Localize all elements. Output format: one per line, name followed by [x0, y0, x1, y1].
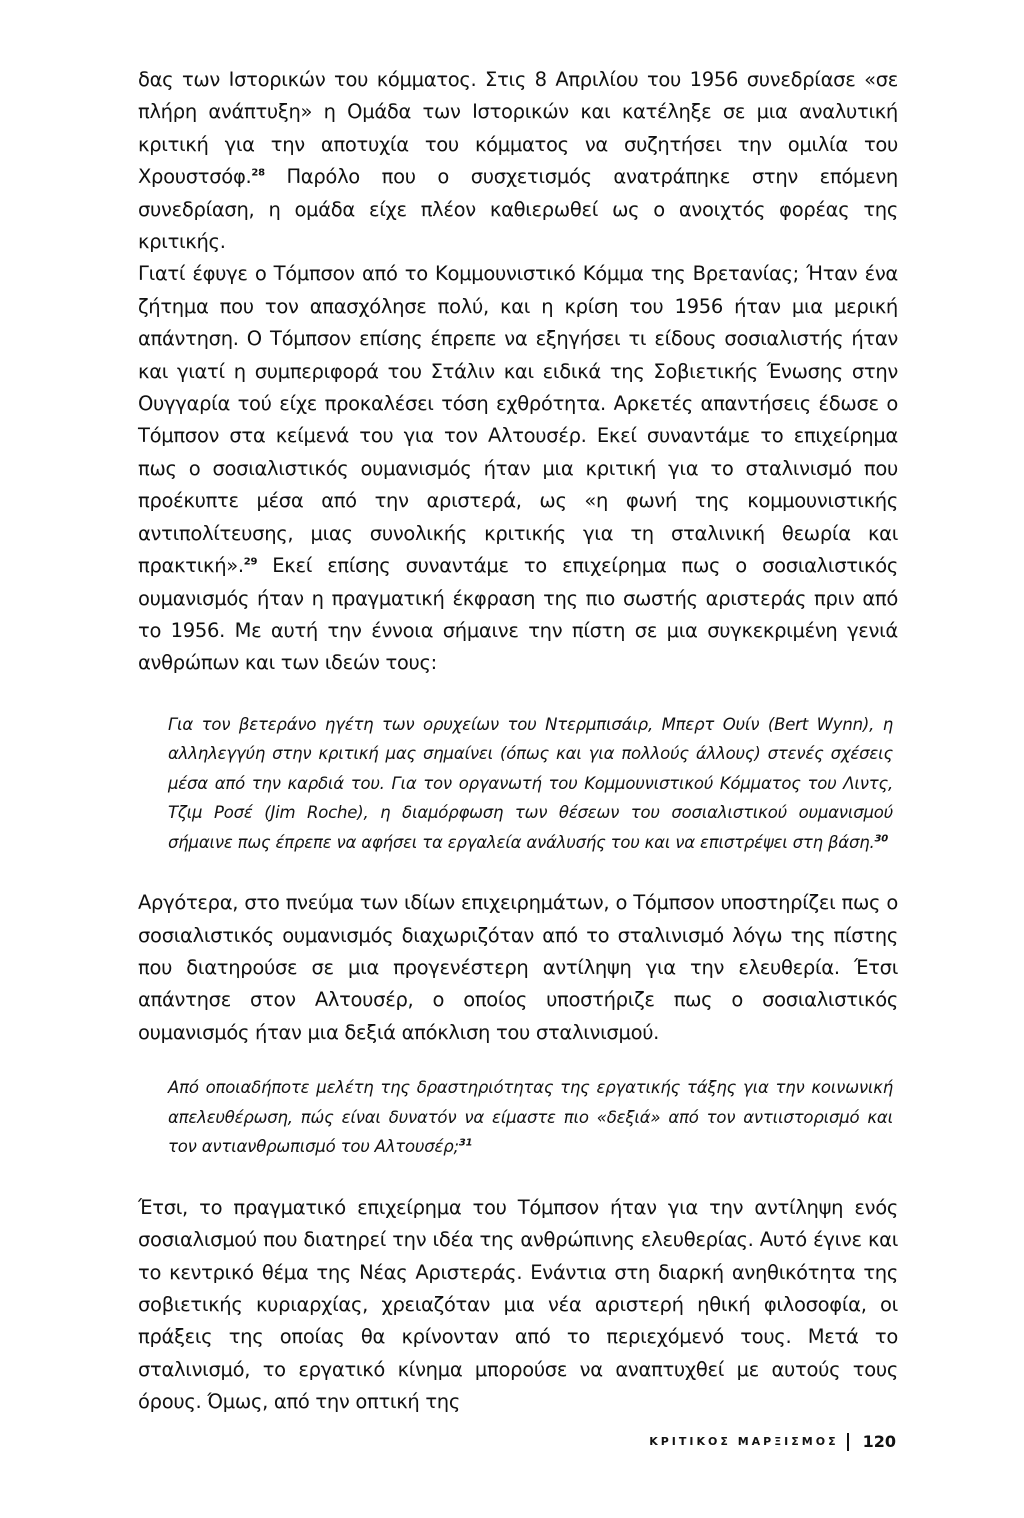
footer-divider: [847, 1433, 849, 1451]
footnote-ref-29[interactable]: 29: [243, 556, 258, 568]
footnote-ref-31[interactable]: 31: [458, 1137, 473, 1149]
paragraph-1-text-a: δας των Ιστορικών του κόμματος. Στις 8 Απριλίου του 1956 συνεδρίασε «σε πλήρη ανάπτυξη» η Ομάδα των Ιστορικών και κατέληξε σε μια αναλυτική κριτική για την αποτυχία του κόμματος να συζητήσει την ομιλία του Χρουστσόφ.: [138, 68, 898, 189]
page-number: 120: [862, 1432, 896, 1451]
paragraph-2: [138, 258, 898, 679]
block-quote-1: [138, 710, 893, 858]
block-quote-1-text: Για τον βετεράνο ηγέτη των ορυχείων του Ντερμπισάιρ, Μπερτ Ουίν (Bert Wynn), η αλληλεγγύη στην κριτική μας σημαίνει (όπως και για πολλούς άλλους) στενές σχέσεις μέσα από την καρδιά του. Για τον οργανωτή του Κομμουνιστικού Κόμματος του Λιντς, Τζιμ Ροσέ (Jim Roche), η διαμόρφωση των θέσεων του σοσιαλιστικού ουμανισμού σήμαινε πως έπρεπε να αφήσει τα εργαλεία ανάλυσής του και να επιστρέψει στη βάση.: [168, 714, 893, 852]
paragraph-3: [138, 887, 898, 1049]
block-quote-2: [138, 1073, 893, 1162]
footnote-ref-30[interactable]: 30: [874, 833, 889, 845]
paragraph-1: [138, 64, 898, 258]
page-footer: [649, 1432, 896, 1451]
paragraph-4-text: Έτσι, το πραγματικό επιχείρημα του Τόμπσον ήταν για την αντίληψη ενός σοσιαλισμού που διατηρεί την ιδέα της ανθρώπινης ελευθερίας. Αυτό έγινε και το κεντρικό θέμα της Νέας Αριστεράς. Ενάντια στη διαρκή ανηθικότητα της σοβιετικής κυριαρχίας, χρειαζόταν μια νέα αριστερή ηθική φιλοσοφία, οι πράξεις της οποίας θα κρίνονταν από το περιεχόμενό τους. Μετά το σταλινισμό, το εργατικό κίνημα μπορούσε να αναπτυχθεί με αυτούς τους όρους. Όμως, από την οπτική της: [138, 1195, 898, 1414]
footnote-ref-28[interactable]: 28: [251, 167, 265, 179]
page-body: [138, 64, 898, 1419]
running-title: ΚΡΙΤΙΚΟΣ ΜΑΡΞΙΣΜΟΣ: [649, 1435, 839, 1448]
paragraph-1-text-b: Παρόλο που ο συσχετισμός ανατράπηκε στην επόμενη συνεδρίαση, η ομάδα είχε πλέον καθιερωθεί ως ο ανοιχτός φορέας της κριτικής.: [138, 165, 898, 254]
paragraph-2-text-a: Γιατί έφυγε ο Τόμπσον από το Κομμουνιστικό Κόμμα της Βρετανίας; Ήταν ένα ζήτημα που τον απασχόλησε πολύ, και η κρίση του 1956 ήταν μια μερική απάντηση. Ο Τόμπσον επίσης έπρεπε να εξηγήσει τι είδους σοσιαλιστής ήταν και γιατί η συμπεριφορά του Στάλιν και ειδικά της Σοβιετικής Ένωσης στην Ουγγαρία τού είχε προκαλέσει τόση εχθρότητα. Αρκετές απαντήσεις έδωσε ο Τόμπσον στα κείμενά του για τον Αλτουσέρ. Εκεί συναντάμε το επιχείρημα πως ο σοσιαλιστικός ουμανισμός ήταν μια κριτική για το σταλινισμό που προέκυπτε μέσα από την αριστερά, ως «η φωνή της κομμουνιστικής αντιπολίτευσης, μιας συνολικής κριτικής για τη σταλινική θεωρία και πρακτική».: [138, 262, 898, 578]
block-quote-2-text: Από οποιαδήποτε μελέτη της δραστηριότητας της εργατικής τάξης για την κοινωνική απελευθέρωση, πώς είναι δυνατόν να είμαστε πιο «δεξιά» από τον αντιιστορισμό και τον αντιανθρωπισμό του Αλτουσέρ;: [168, 1078, 893, 1157]
paragraph-2-text-b: Εκεί επίσης συναντάμε το επιχείρημα πως ο σοσιαλιστικός ουμανισμός ήταν η πραγματική έκφραση της πιο σωστής αριστεράς πριν από το 1956. Με αυτή την έννοια σήμαινε την πίστη σε μια συγκεκριμένη γενιά ανθρώπων και των ιδεών τους:: [138, 554, 898, 675]
paragraph-4: [138, 1192, 898, 1419]
paragraph-3-text: Αργότερα, στο πνεύμα των ιδίων επιχειρημάτων, ο Τόμπσον υποστηρίζει πως ο σοσιαλιστικός ουμανισμός διαχωριζόταν από το σταλινισμό λόγω της πίστης που διατηρούσε σε μια προγενέστερη αντίληψη για την ελευθερία. Έτσι απάντησε στον Αλτουσέρ, ο οποίος υποστήριζε πως ο σοσιαλιστικός ουμανισμός ήταν μια δεξιά απόκλιση του σταλινισμού.: [138, 891, 898, 1044]
